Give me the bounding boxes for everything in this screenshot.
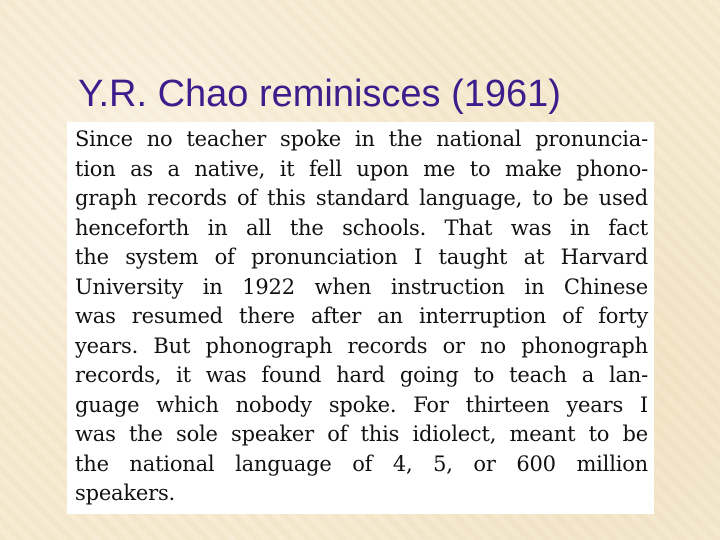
quote-line: records, it was found hard going to teach a lan- (75, 363, 648, 387)
quote-line: was the sole speaker of this idiolect, meant to be (75, 422, 648, 446)
quote-text-block (67, 122, 654, 514)
quote-line: was resumed there after an interruption of forty (75, 304, 648, 328)
quote-line: tion as a native, it fell upon me to make phono- (75, 156, 648, 181)
quote-line: Since no teacher spoke in the national pronuncia- (75, 127, 648, 151)
quote-line: graph records of this standard language, to be used (75, 186, 648, 210)
quote-line: the system of pronunciation I taught at Harvard (75, 245, 648, 269)
quote-line: henceforth in all the schools. That was in fact (75, 215, 648, 240)
quote-line: years. But phonograph records or no phonograph (75, 333, 648, 358)
quote-line: the national language of 4, 5, or 600 million (75, 451, 648, 476)
quote-line: guage which nobody spoke. For thirteen years I (75, 392, 648, 417)
quote-line: speakers. (75, 481, 176, 505)
slide-title: Y.R. Chao reminisces (1961) (78, 73, 561, 115)
quote-line: University in 1922 when instruction in Chinese (75, 274, 648, 299)
